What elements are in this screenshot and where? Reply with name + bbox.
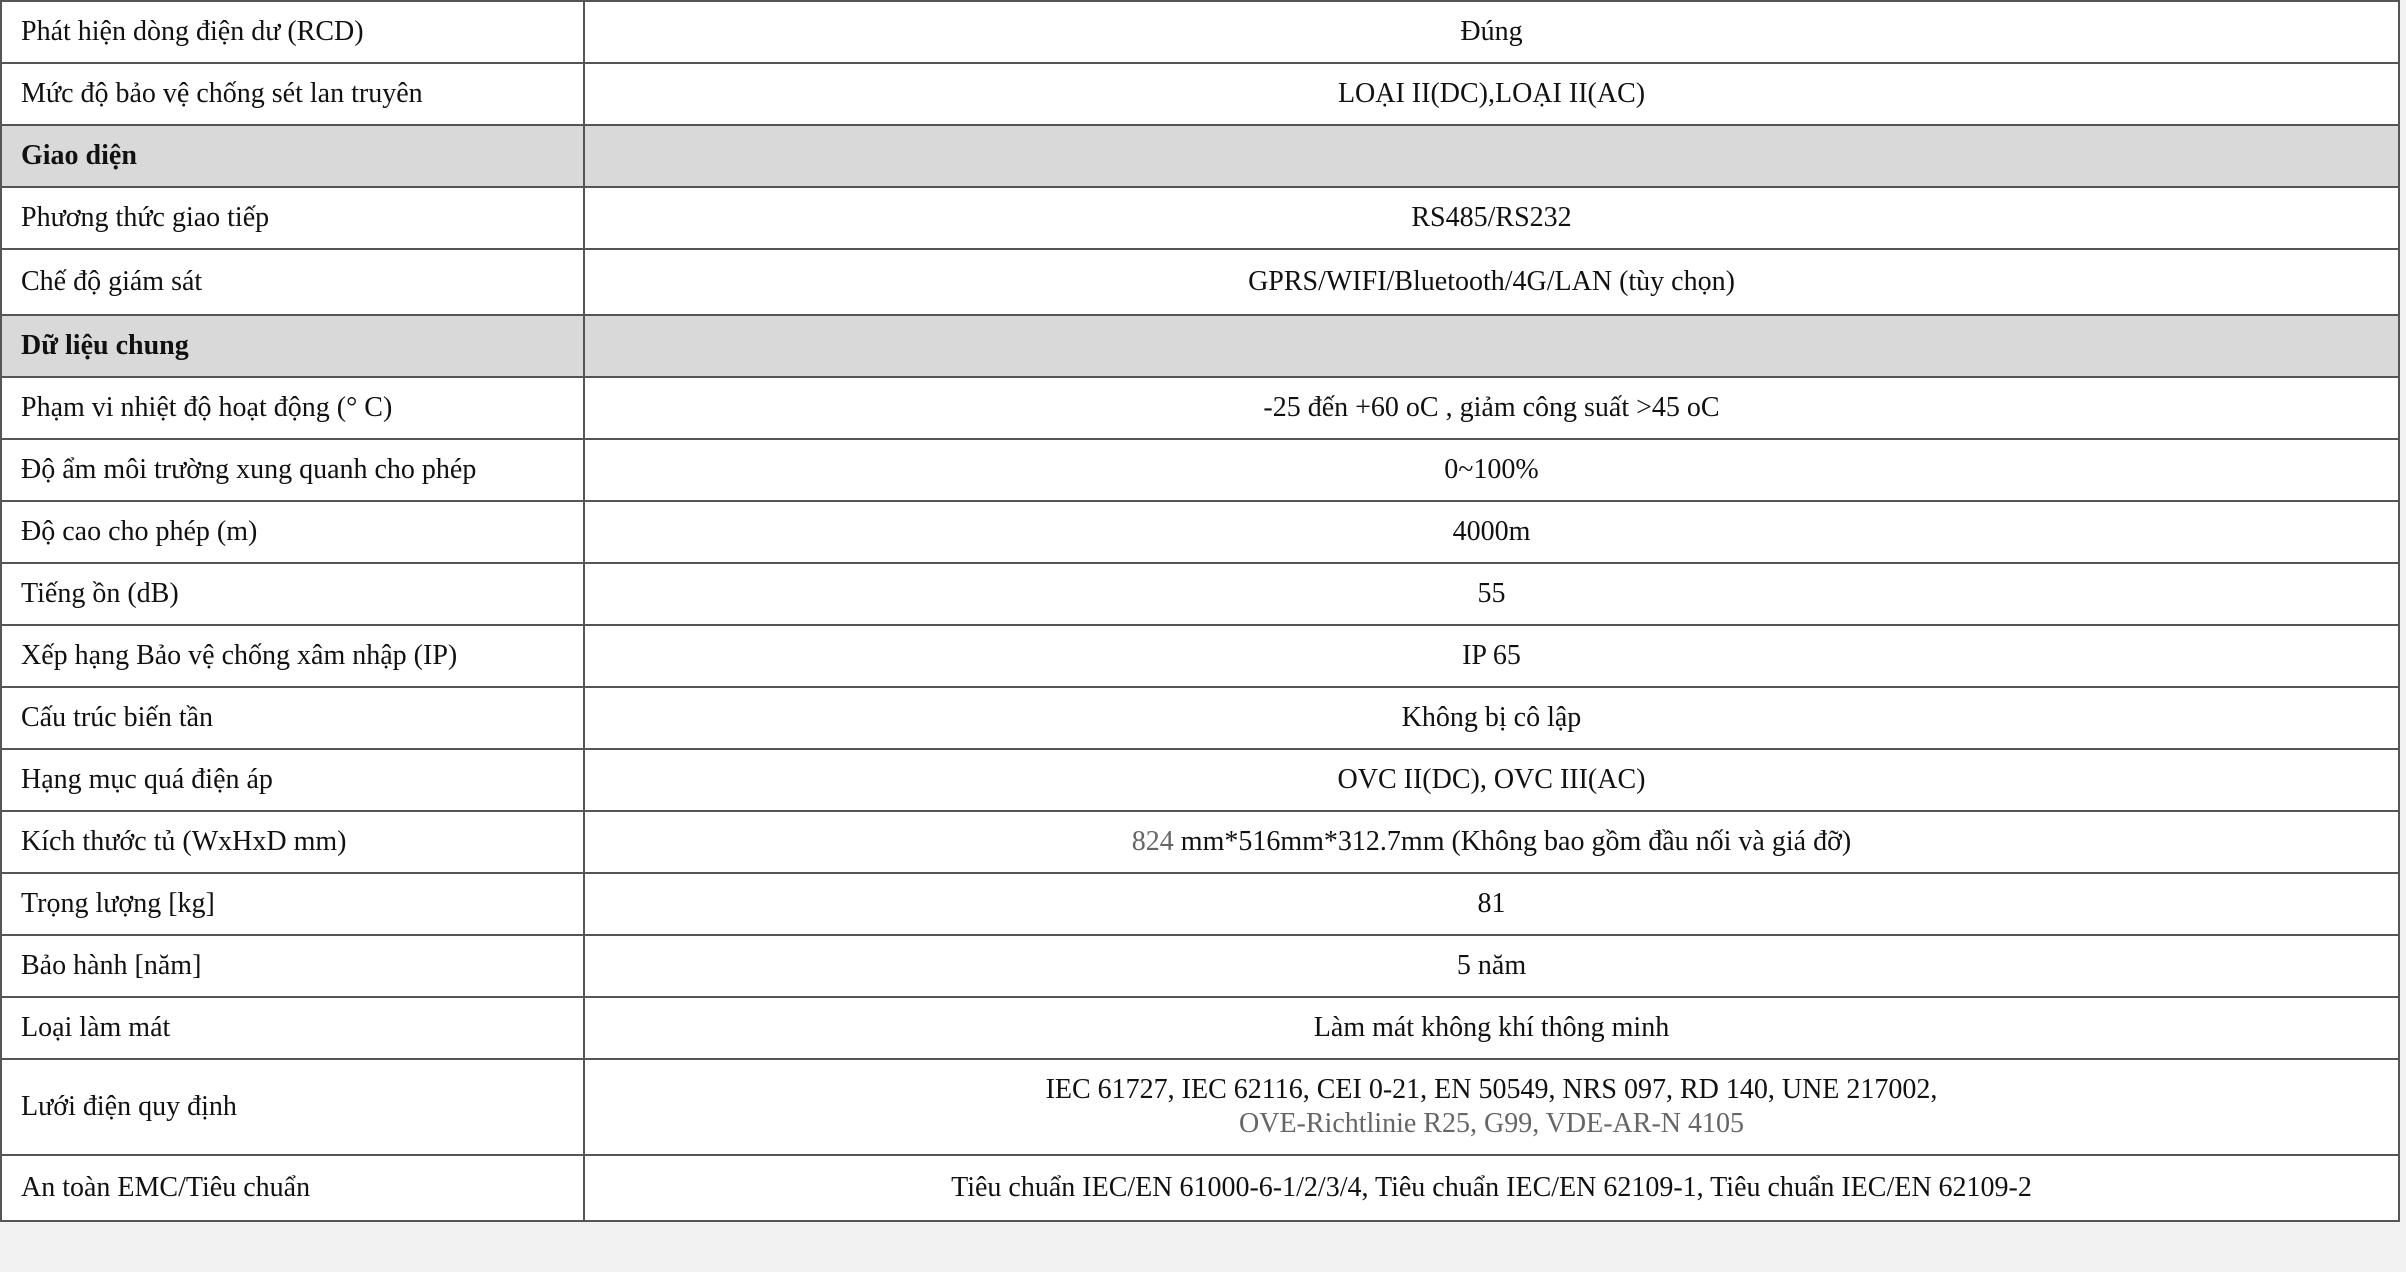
section-title: Giao diện bbox=[1, 125, 584, 187]
table-row bbox=[1, 377, 2399, 439]
row-value-line-1: IEC 61727, IEC 62116, CEI 0-21, EN 50549, NRS 097, RD 140, UNE 217002, bbox=[1045, 1074, 1938, 1105]
table-row bbox=[1, 811, 2399, 873]
row-label: Tiếng ồn (dB) bbox=[1, 563, 584, 625]
row-value: -25 đến +60 oC , giảm công suất >45 oC bbox=[584, 377, 2399, 439]
row-label: Phát hiện dòng điện dư (RCD) bbox=[1, 1, 584, 63]
row-value: Tiêu chuẩn IEC/EN 61000-6-1/2/3/4, Tiêu chuẩn IEC/EN 62109-1, Tiêu chuẩn IEC/EN 62109-2 bbox=[584, 1155, 2399, 1221]
row-value: 4000m bbox=[584, 501, 2399, 563]
row-value: IP 65 bbox=[584, 625, 2399, 687]
table-row bbox=[1, 625, 2399, 687]
section-filler bbox=[584, 315, 2399, 377]
section-title: Dữ liệu chung bbox=[1, 315, 584, 377]
section-filler bbox=[584, 125, 2399, 187]
row-value bbox=[584, 811, 2399, 873]
row-label: Độ cao cho phép (m) bbox=[1, 501, 584, 563]
row-value: 81 bbox=[584, 873, 2399, 935]
row-label: Trọng lượng [kg] bbox=[1, 873, 584, 935]
table-row bbox=[1, 439, 2399, 501]
row-value: RS485/RS232 bbox=[584, 187, 2399, 249]
row-label: Chế độ giám sát bbox=[1, 249, 584, 315]
row-value: Làm mát không khí thông minh bbox=[584, 997, 2399, 1059]
table-row bbox=[1, 249, 2399, 315]
section-row bbox=[1, 125, 2399, 187]
row-label: Mức độ bảo vệ chống sét lan truyên bbox=[1, 63, 584, 125]
row-value: 0~100% bbox=[584, 439, 2399, 501]
row-label: Lưới điện quy định bbox=[1, 1059, 584, 1155]
row-value-text: mm*516mm*312.7mm (Không bao gồm đầu nối và giá đỡ) bbox=[1173, 826, 1852, 857]
row-value bbox=[584, 1059, 2399, 1155]
table-row bbox=[1, 749, 2399, 811]
row-label: Độ ẩm môi trường xung quanh cho phép bbox=[1, 439, 584, 501]
table-row bbox=[1, 997, 2399, 1059]
row-value-number: 824 bbox=[1131, 826, 1174, 857]
table-row bbox=[1, 1059, 2399, 1155]
table-row bbox=[1, 563, 2399, 625]
table-row bbox=[1, 1, 2399, 63]
row-label: An toàn EMC/Tiêu chuẩn bbox=[1, 1155, 584, 1221]
row-label: Kích thước tủ (WxHxD mm) bbox=[1, 811, 584, 873]
row-value: Không bị cô lập bbox=[584, 687, 2399, 749]
section-row bbox=[1, 315, 2399, 377]
row-label: Loại làm mát bbox=[1, 997, 584, 1059]
table-row bbox=[1, 187, 2399, 249]
row-value-line-2: OVE-Richtlinie R25, G99, VDE-AR-N 4105 bbox=[1239, 1108, 1744, 1139]
table-row bbox=[1, 687, 2399, 749]
row-value: Đúng bbox=[584, 1, 2399, 63]
row-label: Hạng mục quá điện áp bbox=[1, 749, 584, 811]
row-value: LOẠI II(DC),LOẠI II(AC) bbox=[584, 63, 2399, 125]
row-label: Xếp hạng Bảo vệ chống xâm nhập (IP) bbox=[1, 625, 584, 687]
table-row bbox=[1, 873, 2399, 935]
row-label: Phạm vi nhiệt độ hoạt động (° C) bbox=[1, 377, 584, 439]
table-row bbox=[1, 63, 2399, 125]
row-value: 55 bbox=[584, 563, 2399, 625]
table-row bbox=[1, 935, 2399, 997]
row-label: Cấu trúc biến tần bbox=[1, 687, 584, 749]
table-row bbox=[1, 501, 2399, 563]
row-value: 5 năm bbox=[584, 935, 2399, 997]
row-value: OVC II(DC), OVC III(AC) bbox=[584, 749, 2399, 811]
row-label: Bảo hành [năm] bbox=[1, 935, 584, 997]
table-row bbox=[1, 1155, 2399, 1221]
row-label: Phương thức giao tiếp bbox=[1, 187, 584, 249]
row-value: GPRS/WIFI/Bluetooth/4G/LAN (tùy chọn) bbox=[584, 249, 2399, 315]
